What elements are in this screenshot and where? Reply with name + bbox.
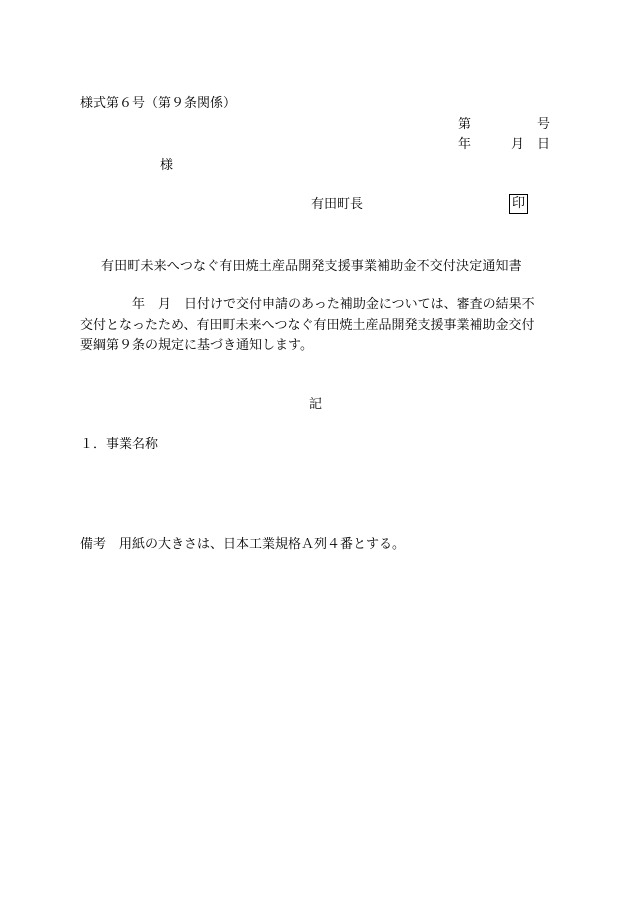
seal-mark: 印 [509,194,528,214]
body-paragraph [80,295,550,357]
body-line: 交付となったため、有田町未来へつなぐ有田焼土産品開発支援事業補助金交付 [80,317,535,333]
form-number: 様式第６号（第９条関係） [80,96,237,111]
item-project-name: １．事業名称 [80,437,159,452]
body-line: 年 月 日付けで交付申請のあった補助金については、審査の結果不 [80,297,535,312]
ki-heading: 記 [309,397,323,412]
date-day-label: 日 [536,137,550,152]
body-line: 要綱第９条の規定に基づき通知します。 [80,338,313,353]
date-year-label: 年 [458,137,472,152]
date-month-label: 月 [511,137,525,152]
document-title: 有田町未来へつなぐ有田焼土産品開発支援事業補助金不交付決定通知書 [101,259,522,274]
remarks-note: 備考 用紙の大きさは、日本工業規格Ａ列４番とする。 [80,537,406,552]
document-number-prefix: 第 [458,117,472,132]
addressee-honorific: 様 [160,158,174,173]
issuer-name: 有田町長 [311,197,364,212]
document-number-suffix: 号 [536,117,550,132]
